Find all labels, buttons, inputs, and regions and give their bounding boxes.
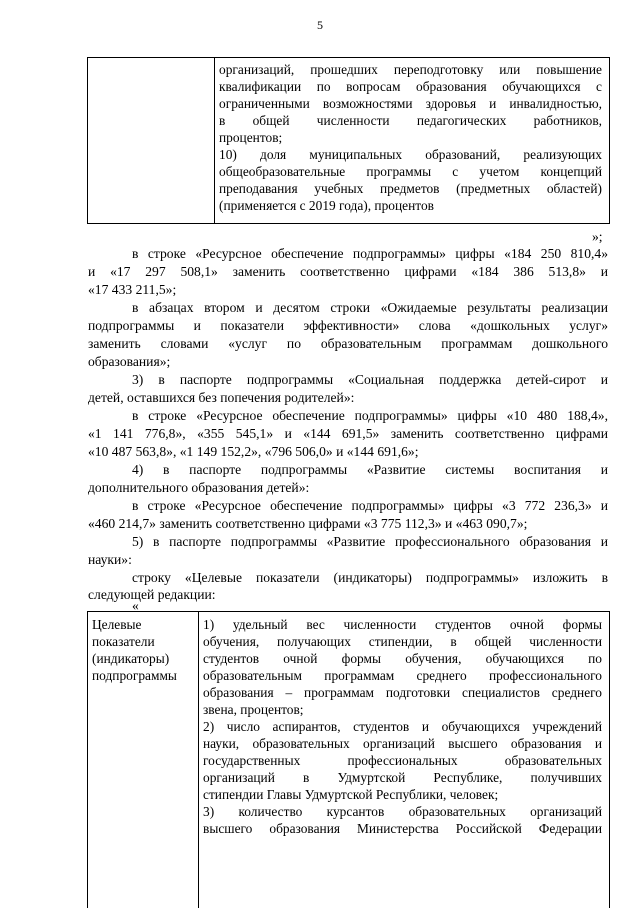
body-text-line: «460 214,7» заменить соответственно цифрами «3 775 112,3» и «463 090,7»; xyxy=(88,516,528,531)
table-text-line: (применяется с 2019 года), процентов xyxy=(219,198,434,213)
body-text-line: 5) в паспорте подпрограммы «Развитие профессионального образования и xyxy=(132,534,608,549)
body-text-line: в строке «Ресурсное обеспечение подпрограммы» цифры «3 772 236,3» и xyxy=(132,498,608,513)
table2-right-cell xyxy=(199,612,609,908)
body-text-line: в строке «Ресурсное обеспечение подпрограммы» цифры «184 250 810,4» xyxy=(132,246,608,261)
table-text-line: обучения, получающих стипендии, в общей численности xyxy=(203,634,602,649)
table-text-line: в общей численности педагогических работников, xyxy=(219,113,602,128)
body-text-line: 3) в паспорте подпрограммы «Социальная поддержка детей-сирот и xyxy=(132,372,608,387)
table-text-line: науки, образовательных организаций высшего образования и xyxy=(203,736,602,751)
target-indicators-table xyxy=(87,611,610,908)
table-text-line: организаций, прошедших переподготовку или повышение xyxy=(219,62,602,77)
row-header-line: Целевые xyxy=(92,617,142,632)
table-text-line: преподавания учебных предметов (предметных областей) xyxy=(219,181,602,196)
table2-left-cell xyxy=(88,612,199,908)
table-text-line: высшего образования Министерства Российской Федерации xyxy=(203,821,602,836)
table-text-line: 10) доля муниципальных образований, реализующих xyxy=(219,147,602,162)
table-text-line: государственных профессиональных образовательных xyxy=(203,753,602,768)
body-text-line: детей, оставшихся без попечения родителей»: xyxy=(88,390,355,405)
closing-quote: »; xyxy=(592,229,603,244)
table-text-line: процентов; xyxy=(219,130,283,145)
body-text-line: 4) в паспорте подпрограммы «Развитие системы воспитания и xyxy=(132,462,608,477)
table-text-line: звена, процентов; xyxy=(203,702,304,717)
opening-quote: « xyxy=(132,598,139,613)
body-text-line: подпрограммы и показатели эффективности» слова «дошкольных услуг» xyxy=(88,318,608,333)
body-text-line: в абзацах втором и десятом строки «Ожидаемые результаты реализации xyxy=(132,300,608,315)
table-text-line: 3) количество курсантов образовательных организаций xyxy=(203,804,602,819)
body-text-line: науки»: xyxy=(88,552,132,567)
body-text-line: следующей редакции: xyxy=(88,587,216,602)
body-text-line: и «17 297 508,1» заменить соответственно цифрами «184 386 513,8» и xyxy=(88,264,608,279)
table-text-line: 2) число аспирантов, студентов и обучающихся учреждений xyxy=(203,719,602,734)
table-text-line: общеобразовательные программы с учетом концепций xyxy=(219,164,602,179)
table1-left-cell xyxy=(88,58,215,223)
body-text-line: заменить словами «услуг по образовательным программам дошкольного xyxy=(88,336,608,351)
table1-right-cell xyxy=(215,58,609,223)
body-text-line: «10 487 563,8», «1 149 152,2», «796 506,0» и «144 691,6»; xyxy=(88,444,419,459)
body-text-line: «17 433 211,5»; xyxy=(88,282,177,297)
table-text-line: студентов очной формы обучения, обучающихся по xyxy=(203,651,602,666)
body-text-line: «1 141 776,8», «355 545,1» и «144 691,5» заменить соответственно цифрами xyxy=(88,426,608,441)
table-text-line: 1) удельный вес численности студентов очной формы xyxy=(203,617,602,632)
row-header-line: (индикаторы) xyxy=(92,651,170,666)
body-text-line: строку «Целевые показатели (индикаторы) подпрограммы» изложить в xyxy=(132,570,608,585)
page-number: 5 xyxy=(317,18,323,32)
row-header-line: показатели xyxy=(92,634,155,649)
body-text-line: в строке «Ресурсное обеспечение подпрограммы» цифры «10 480 188,4», xyxy=(132,408,608,423)
indicators-table-continued xyxy=(87,57,610,224)
table-text-line: образования – программам подготовки специалистов среднего xyxy=(203,685,602,700)
table-text-line: образовательным программам среднего профессионального xyxy=(203,668,602,683)
table-text-line: ограниченными возможностями здоровья и инвалидностью, xyxy=(219,96,602,111)
table-text-line: организаций в Удмуртской Республике, получивших xyxy=(203,770,602,785)
body-text-line: дополнительного образования детей»: xyxy=(88,480,310,495)
row-header-line: подпрограммы xyxy=(92,668,177,683)
body-text-line: образования»; xyxy=(88,354,171,369)
table-text-line: стипендии Главы Удмуртской Республики, человек; xyxy=(203,787,499,802)
table-text-line: квалификации по вопросам образования обучающихся с xyxy=(219,79,602,94)
